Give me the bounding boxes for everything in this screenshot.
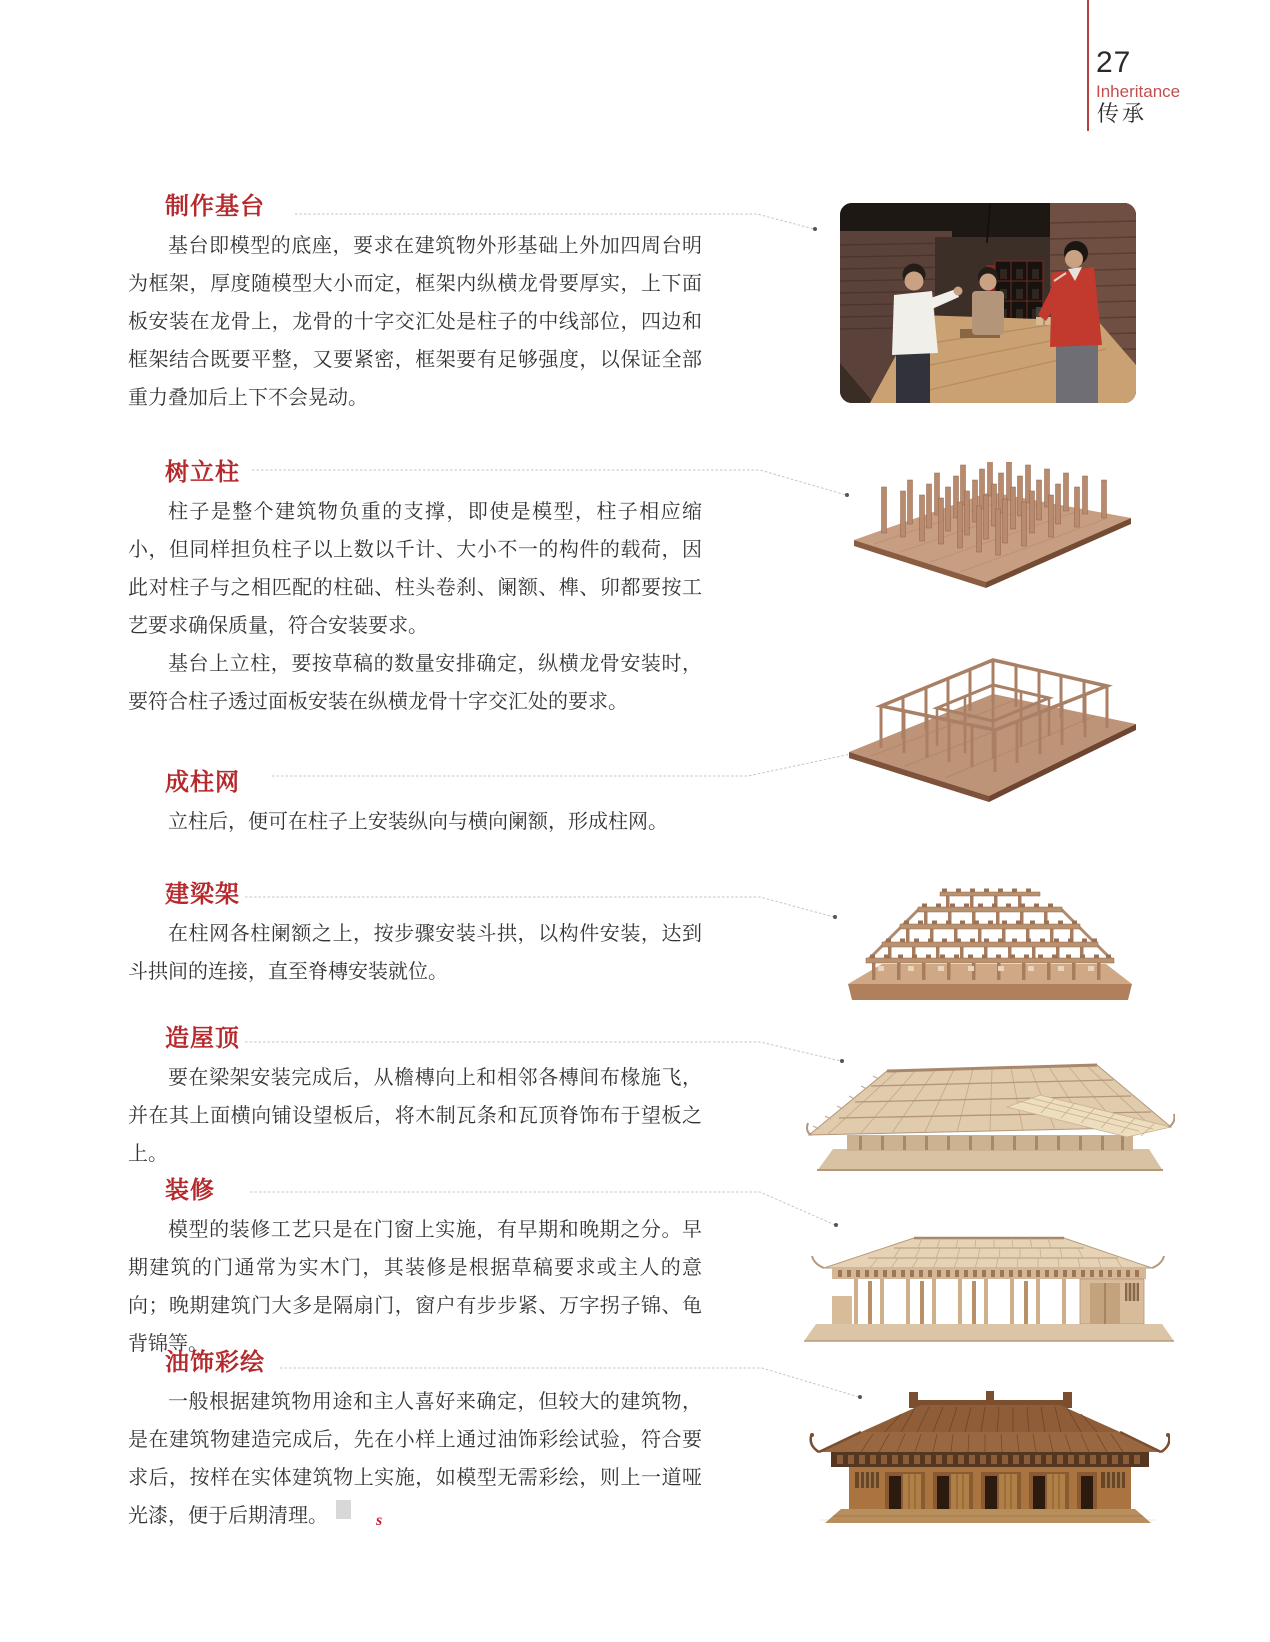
section-title: 建梁架 — [165, 882, 240, 908]
section-paragraph: 立柱后，便可在柱子上安装纵向与横向阑额，形成柱网。 — [168, 811, 668, 833]
page-number: 27 — [1096, 46, 1132, 79]
section-paragraph: 在柱网各柱阑额之上，按步骤安装斗拱，以构件安装，达到斗拱间的连接，直至脊槫安装就位。 — [128, 923, 702, 983]
section-paragraph: 要在梁架安装完成后，从檐槫向上和相邻各槫间布椽施飞，并在其上面横向铺设望板后，将木制瓦条和瓦顶脊饰布于望板之上。 — [128, 1067, 702, 1165]
section-paragraph: 基台即模型的底座，要求在建筑物外形基础上外加四周台明为框架，厚度随模型大小而定，框架内纵横龙骨要厚实，上下面板安装在龙骨上，龙骨的十字交汇处是柱子的中线部位，四边和框架结合既要平整，又要紧密，框架要有足够强度，以保证全部重力叠加后上下不会晃动。 — [128, 235, 702, 409]
section-title: 成柱网 — [165, 770, 240, 796]
section-paragraph: 基台上立柱，要按草稿的数量安排确定，纵横龙骨安装时，要符合柱子透过面板安装在纵横龙骨十字交汇处的要求。 — [128, 653, 702, 713]
section-roof-building — [128, 1025, 702, 1173]
section-title: 树立柱 — [165, 460, 240, 486]
section-paragraph: 模型的装修工艺只是在门窗上实施，有早期和晚期之分。早期建筑的门通常为实木门，其装修是根据草稿要求或主人的意向；晚期建筑门大多是隔扇门，窗户有步步紧、万字拐子锦、龟背锦等。 — [128, 1219, 702, 1355]
figure-decorated-model — [798, 1228, 1180, 1343]
figure-painted-temple — [805, 1390, 1170, 1523]
section-paint-color — [128, 1349, 702, 1535]
header-rule — [1087, 0, 1089, 131]
section-title: 装修 — [165, 1178, 215, 1204]
section-title: 造屋顶 — [165, 1026, 240, 1052]
section-title: 制作基台 — [165, 194, 265, 220]
section-decoration — [128, 1177, 702, 1363]
section-label-english: Inheritance — [1096, 82, 1181, 101]
section-title: 油饰彩绘 — [165, 1350, 265, 1376]
section-erecting-columns — [128, 459, 702, 721]
figure-roof-structure — [805, 1043, 1175, 1175]
section-beam-frame — [128, 881, 702, 991]
section-label-chinese: 传承 — [1097, 101, 1148, 126]
figure-column-network — [845, 648, 1140, 806]
figure-workshop-photo — [840, 203, 1136, 403]
section-column-network — [128, 769, 702, 841]
figure-base-with-columns — [850, 462, 1135, 592]
end-of-article-mark: s — [336, 1500, 351, 1519]
section-making-base — [128, 193, 702, 417]
figure-beam-frame — [842, 880, 1138, 1000]
section-paragraph: 一般根据建筑物用途和主人喜好来确定，但较大的建筑物，是在建筑物建造完成后，先在小样上通过油饰彩绘试验，符合要求后，按样在实体建筑物上实施，如模型无需彩绘，则上一道哑光漆，便于后期清理。 s — [128, 1391, 702, 1529]
section-paragraph: 柱子是整个建筑物负重的支撑，即使是模型，柱子相应缩小，但同样担负柱子以上数以千计、大小不一的构件的载荷，因此对柱子与之相匹配的柱础、柱头卷刹、阑额、榫、卯都要按工艺要求确保质量，符合安装要求。 — [128, 501, 702, 637]
